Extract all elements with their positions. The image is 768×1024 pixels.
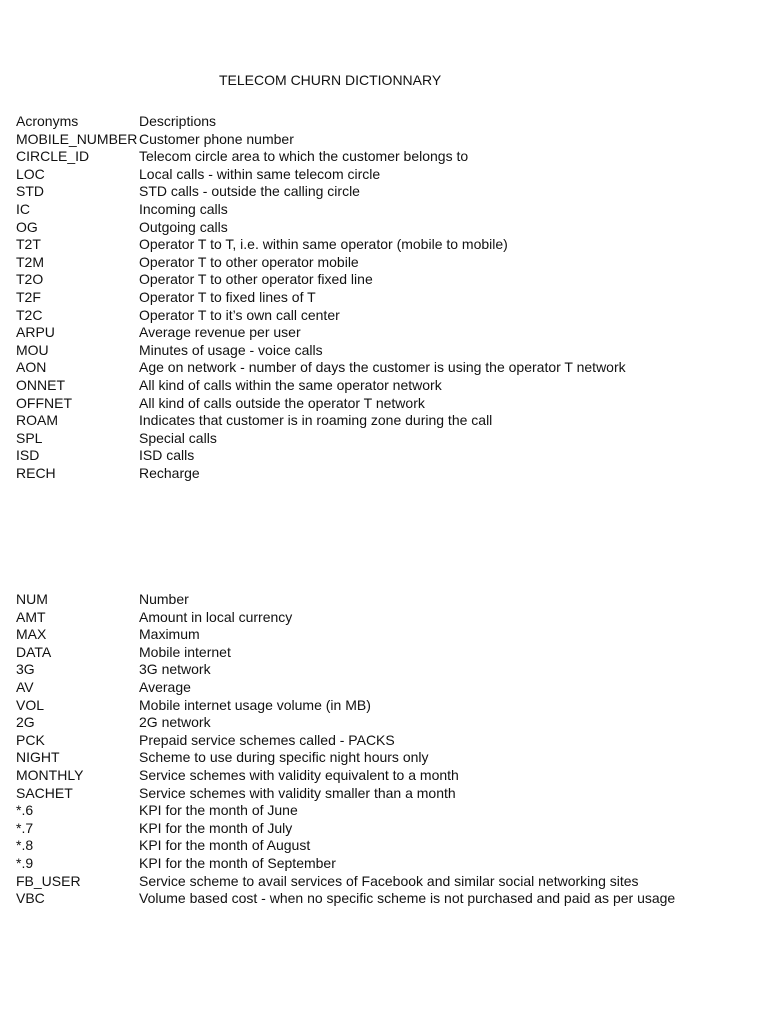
dictionary-row [16, 626, 675, 644]
description-cell: Operator T to other operator mobile [139, 253, 359, 270]
acronym-cell: *.9 [16, 854, 34, 871]
description-cell: Service schemes with validity equivalent to a month [139, 766, 459, 783]
dictionary-row [16, 430, 626, 448]
dictionary-row [16, 377, 626, 395]
dictionary-row [16, 465, 626, 483]
description-cell: Scheme to use during specific night hours only [139, 749, 429, 766]
acronym-cell: SACHET [16, 784, 73, 801]
acronym-cell: NIGHT [16, 749, 60, 766]
description-cell: KPI for the month of June [139, 802, 298, 819]
acronym-cell: *.6 [16, 802, 34, 819]
dictionary-row [16, 254, 626, 272]
dictionary-row [16, 644, 675, 662]
acronym-cell: PCK [16, 731, 45, 748]
description-cell: Operator T to T, i.e. within same operator (mobile to mobile) [139, 236, 508, 253]
description-cell: Mobile internet [139, 643, 231, 660]
acronym-cell: SPL [16, 429, 43, 446]
dictionary-row [16, 697, 675, 715]
description-cell: STD calls - outside the calling circle [139, 183, 360, 200]
description-cell: All kind of calls outside the operator T network [139, 394, 425, 411]
description-cell: Telecom circle area to which the customer belongs to [139, 148, 469, 165]
dictionary-row [16, 131, 626, 149]
dictionary-row [16, 837, 675, 855]
description-cell: 3G network [139, 661, 211, 678]
acronym-cell: MAX [16, 626, 47, 643]
description-cell: Outgoing calls [139, 218, 228, 235]
document-title: TELECOM CHURN DICTIONNARY [219, 72, 442, 88]
acronym-cell: DATA [16, 643, 52, 660]
header-row [16, 113, 626, 131]
acronym-cell: ISD [16, 447, 40, 464]
description-cell: Amount in local currency [139, 608, 293, 625]
dictionary-row [16, 714, 675, 732]
dictionary-section-2 [16, 591, 675, 908]
acronym-cell: STD [16, 183, 44, 200]
acronym-cell: T2C [16, 306, 43, 323]
description-cell: Recharge [139, 464, 200, 481]
description-cell: Service schemes with validity smaller than a month [139, 784, 456, 801]
acronym-cell: NUM [16, 591, 48, 607]
acronym-cell: LOC [16, 165, 45, 182]
description-cell: KPI for the month of August [139, 837, 311, 854]
acronym-cell: FB_USER [16, 872, 81, 889]
dictionary-row [16, 890, 675, 908]
description-cell: Volume based cost - when no specific scheme is not purchased and paid as per usage [139, 890, 676, 907]
description-cell: 2G network [139, 714, 211, 731]
dictionary-row [16, 820, 675, 838]
description-cell: KPI for the month of September [139, 854, 336, 871]
dictionary-row [16, 271, 626, 289]
acronym-cell: ARPU [16, 324, 55, 341]
dictionary-section-1 [16, 113, 626, 482]
acronym-cell: ROAM [16, 412, 58, 429]
dictionary-row [16, 591, 675, 609]
dictionary-row [16, 236, 626, 254]
acronym-cell: T2O [16, 271, 44, 288]
acronyms-header: Acronyms [16, 113, 79, 129]
description-cell: Customer phone number [139, 130, 294, 147]
description-cell: Age on network - number of days the customer is using the operator T network [139, 359, 626, 376]
dictionary-row [16, 873, 675, 891]
description-cell: Average [139, 678, 191, 695]
dictionary-row [16, 289, 626, 307]
description-cell: Number [139, 591, 189, 607]
acronym-cell: RECH [16, 464, 56, 481]
description-cell: Operator T to it’s own call center [139, 306, 340, 323]
dictionary-row [16, 412, 626, 430]
acronym-cell: MOBILE_NUMBER [16, 130, 138, 147]
description-cell: KPI for the month of July [139, 819, 293, 836]
dictionary-row [16, 609, 675, 627]
acronym-cell: MOU [16, 341, 49, 358]
acronym-cell: ONNET [16, 376, 65, 393]
descriptions-header: Descriptions [139, 113, 217, 129]
description-cell: Prepaid service schemes called - PACKS [139, 731, 395, 748]
acronym-cell: 3G [16, 661, 35, 678]
dictionary-row [16, 732, 675, 750]
dictionary-row [16, 749, 675, 767]
dictionary-row [16, 166, 626, 184]
description-cell: Operator T to other operator fixed line [139, 271, 373, 288]
acronym-cell: CIRCLE_ID [16, 148, 90, 165]
acronym-cell: IC [16, 200, 30, 217]
acronym-cell: MONTHLY [16, 766, 84, 783]
dictionary-row [16, 802, 675, 820]
dictionary-row [16, 324, 626, 342]
acronym-cell: 2G [16, 714, 35, 731]
description-cell: Indicates that customer is in roaming zone during the call [139, 412, 493, 429]
acronym-cell: AMT [16, 608, 46, 625]
dictionary-row [16, 201, 626, 219]
description-cell: All kind of calls within the same operator network [139, 376, 442, 393]
description-cell: Service scheme to avail services of Facebook and similar social networking sites [139, 872, 639, 889]
dictionary-row [16, 359, 626, 377]
description-cell: ISD calls [139, 447, 195, 464]
acronym-cell: T2M [16, 253, 44, 270]
acronym-cell: *.7 [16, 819, 34, 836]
dictionary-list-2 [16, 591, 675, 908]
acronym-cell: *.8 [16, 837, 34, 854]
description-cell: Mobile internet usage volume (in MB) [139, 696, 371, 713]
dictionary-row [16, 148, 626, 166]
dictionary-row [16, 342, 626, 360]
dictionary-row [16, 183, 626, 201]
dictionary-row [16, 395, 626, 413]
description-cell: Maximum [139, 626, 200, 643]
description-cell: Operator T to fixed lines of T [139, 288, 316, 305]
acronym-cell: VBC [16, 890, 45, 907]
dictionary-row [16, 661, 675, 679]
description-cell: Special calls [139, 429, 217, 446]
dictionary-row [16, 785, 675, 803]
acronym-cell: AON [16, 359, 47, 376]
dictionary-list-1 [16, 131, 626, 483]
dictionary-row [16, 767, 675, 785]
description-cell: Minutes of usage - voice calls [139, 341, 323, 358]
acronym-cell: T2F [16, 288, 41, 305]
acronym-cell: OG [16, 218, 38, 235]
dictionary-row [16, 219, 626, 237]
description-cell: Average revenue per user [139, 324, 301, 341]
dictionary-row [16, 855, 675, 873]
dictionary-row [16, 307, 626, 325]
dictionary-row [16, 447, 626, 465]
description-cell: Local calls - within same telecom circle [139, 165, 381, 182]
description-cell: Incoming calls [139, 200, 228, 217]
acronym-cell: OFFNET [16, 394, 72, 411]
acronym-cell: AV [16, 678, 34, 695]
acronym-cell: VOL [16, 696, 45, 713]
dictionary-row [16, 679, 675, 697]
acronym-cell: T2T [16, 236, 41, 253]
